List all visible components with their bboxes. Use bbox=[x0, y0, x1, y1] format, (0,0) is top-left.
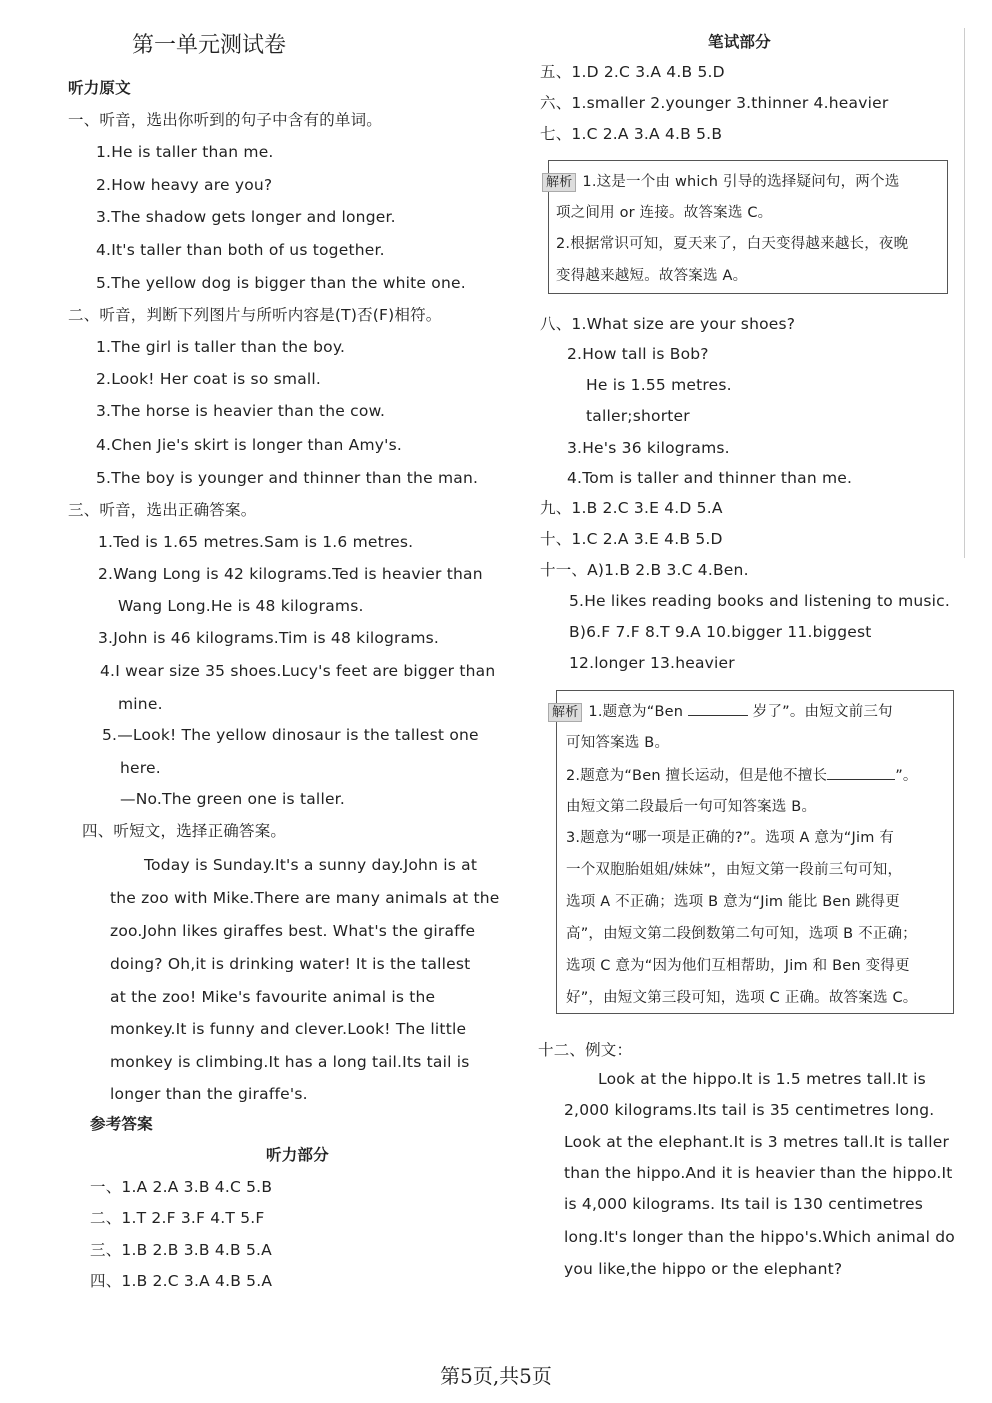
s1-label: 一、听音，选出你听到的句子中含有的单词。 bbox=[68, 111, 383, 129]
answer-row: 十、1.C 2.A 3.E 4.B 5.D bbox=[540, 530, 723, 548]
essay-line: you like,the hippo or the elephant? bbox=[564, 1260, 843, 1278]
answer-row: 4.Tom is taller and thinner than me. bbox=[567, 469, 853, 487]
column-divider bbox=[964, 28, 965, 558]
answer-row: 五、1.D 2.C 3.A 4.B 5.D bbox=[540, 63, 725, 81]
s1-item: 3.The shadow gets longer and longer. bbox=[96, 208, 396, 226]
s3-line: 4.I wear size 35 shoes.Lucy's feet are bigger than bbox=[100, 662, 496, 680]
s1-item: 1.He is taller than me. bbox=[96, 143, 274, 161]
explanation-line: 高”，由短文第二段倒数第二句可知，选项 B 不正确； bbox=[566, 926, 917, 942]
answer-row: 十一、A)1.B 2.B 3.C 4.Ben. bbox=[540, 561, 749, 579]
explanation-line: 好”，由短文第三段可知，选项 C 正确。故答案选 C。 bbox=[566, 990, 918, 1006]
explanation-tag: 解析 bbox=[542, 173, 576, 192]
explanation-line: 2.根据常识可知，夏天来了，白天变得越来越长，夜晚 bbox=[556, 236, 909, 252]
essay-line: long.It's longer than the hippo's.Which animal do bbox=[564, 1228, 955, 1246]
s3-label: 三、听音，选出正确答案。 bbox=[68, 501, 257, 519]
s1-item: 5.The yellow dog is bigger than the white one. bbox=[96, 274, 466, 292]
s3-line: 1.Ted is 1.65 metres.Sam is 1.6 metres. bbox=[98, 533, 414, 551]
explanation-line: 2.题意为“Ben 擅长运动，但是他不擅长 ”。 bbox=[566, 765, 918, 786]
answer-row: taller;shorter bbox=[586, 407, 690, 425]
explanation-line: 3.题意为“哪一项是正确的?”。选项 A 意为“Jim 有 bbox=[566, 830, 895, 846]
explanation-line: 选项 C 意为“因为他们互相帮助，Jim 和 Ben 变得更 bbox=[566, 958, 910, 974]
s4-label: 四、听短文，选择正确答案。 bbox=[82, 822, 287, 840]
s4-line: monkey.It is funny and clever.Look! The little bbox=[110, 1020, 467, 1038]
answers-heading: 参考答案 bbox=[90, 1115, 153, 1133]
explanation-tag: 解析 bbox=[548, 703, 582, 722]
answer-row: 2.How tall is Bob? bbox=[567, 345, 709, 363]
page-title: 第一单元测试卷 bbox=[132, 33, 287, 58]
explanation-line: 解析 1.题意为“Ben 岁了”。由短文前三句 bbox=[548, 701, 893, 722]
essay-line: Look at the hippo.It is 1.5 metres tall.It is bbox=[598, 1070, 926, 1088]
essay-label: 十二、例文： bbox=[538, 1041, 633, 1059]
answer-row: 12.longer 13.heavier bbox=[569, 654, 735, 672]
blank-line bbox=[827, 765, 895, 780]
explanation-line: 变得越来越短。故答案选 A。 bbox=[556, 268, 748, 284]
s3-line: Wang Long.He is 48 kilograms. bbox=[118, 597, 364, 615]
essay-line: is 4,000 kilograms. Its tail is 130 centimetres bbox=[564, 1195, 924, 1213]
s2-item: 5.The boy is younger and thinner than the man. bbox=[96, 469, 479, 487]
s1-item: 2.How heavy are you? bbox=[96, 176, 273, 194]
s2-item: 2.Look! Her coat is so small. bbox=[96, 370, 322, 388]
s4-line: zoo.John likes giraffes best. What's the giraffe bbox=[110, 922, 476, 940]
explanation-line: 由短文第二段最后一句可知答案选 B。 bbox=[566, 799, 817, 815]
answer-row: 三、1.B 2.B 3.B 4.B 5.A bbox=[90, 1241, 272, 1259]
s3-line: 5.—Look! The yellow dinosaur is the tallest one bbox=[102, 726, 479, 744]
essay-line: Look at the elephant.It is 3 metres tall.It is taller bbox=[564, 1133, 950, 1151]
answer-row: 八、1.What size are your shoes? bbox=[540, 315, 796, 333]
listening-heading: 听力原文 bbox=[68, 79, 131, 97]
s2-label: 二、听音，判断下列图片与所听内容是(T)否(F)相符。 bbox=[68, 306, 442, 324]
answer-row: He is 1.55 metres. bbox=[586, 376, 732, 394]
s2-item: 4.Chen Jie's skirt is longer than Amy's. bbox=[96, 436, 403, 454]
explanation-line: 可知答案选 B。 bbox=[566, 735, 670, 751]
s2-item: 3.The horse is heavier than the cow. bbox=[96, 402, 386, 420]
answer-row: 二、1.T 2.F 3.F 4.T 5.F bbox=[90, 1209, 265, 1227]
explanation-line: 解析 1.这是一个由 which 引导的选择疑问句，两个选 bbox=[542, 172, 899, 192]
s4-line: the zoo with Mike.There are many animals at the bbox=[110, 889, 500, 907]
answer-row: 3.He's 36 kilograms. bbox=[567, 439, 730, 457]
s4-line: at the zoo! Mike's favourite animal is the bbox=[110, 988, 436, 1006]
answer-row: 5.He likes reading books and listening to music. bbox=[569, 592, 951, 610]
s3-line: 2.Wang Long is 42 kilograms.Ted is heavier than bbox=[98, 565, 483, 583]
listening-answers-subheading: 听力部分 bbox=[266, 1146, 329, 1164]
s4-line: doing? Oh,it is drinking water! It is the tallest bbox=[110, 955, 471, 973]
answer-row: 四、1.B 2.C 3.A 4.B 5.A bbox=[90, 1272, 273, 1290]
s2-item: 1.The girl is taller than the boy. bbox=[96, 338, 346, 356]
essay-line: 2,000 kilograms.Its tail is 35 centimetres long. bbox=[564, 1101, 935, 1119]
explanation-line: 一个双胞胎姐姐/妹妹”，由短文第一段前三句可知， bbox=[566, 862, 903, 878]
essay-line: than the hippo.And it is heavier than the hippo.It bbox=[564, 1164, 953, 1182]
answer-row: 七、1.C 2.A 3.A 4.B 5.B bbox=[540, 125, 723, 143]
explanation-line: 项之间用 or 连接。故答案选 C。 bbox=[556, 205, 773, 221]
answer-row: 六、1.smaller 2.younger 3.thinner 4.heavier bbox=[540, 94, 889, 112]
s4-line: monkey is climbing.It has a long tail.Its tail is bbox=[110, 1053, 470, 1071]
s3-line: —No.The green one is taller. bbox=[120, 790, 345, 808]
explanation-line: 选项 A 不正确；选项 B 意为“Jim 能比 Ben 跳得更 bbox=[566, 894, 900, 910]
blank-line bbox=[688, 701, 748, 716]
answer-row: B)6.F 7.F 8.T 9.A 10.bigger 11.biggest bbox=[569, 623, 872, 641]
s4-line: Today is Sunday.It's a sunny day.John is at bbox=[144, 856, 478, 874]
written-heading: 笔试部分 bbox=[708, 33, 771, 51]
s3-line: 3.John is 46 kilograms.Tim is 48 kilograms. bbox=[98, 629, 440, 647]
s4-line: longer than the giraffe's. bbox=[110, 1085, 308, 1103]
answer-row: 九、1.B 2.C 3.E 4.D 5.A bbox=[540, 499, 723, 517]
s3-line: here. bbox=[120, 759, 161, 777]
answer-row: 一、1.A 2.A 3.B 4.C 5.B bbox=[90, 1178, 273, 1196]
s1-item: 4.It's taller than both of us together. bbox=[96, 241, 385, 259]
page-footer: 第5页,共5页 bbox=[440, 1364, 552, 1388]
s3-line: mine. bbox=[118, 695, 163, 713]
